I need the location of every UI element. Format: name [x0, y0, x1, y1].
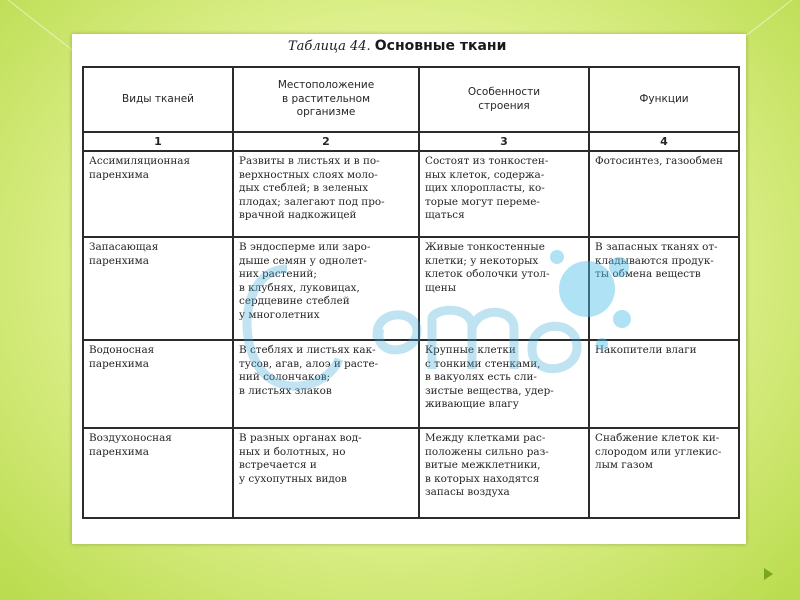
cell-function: Снабжение клеток ки- слородом или углекис- лым газом [589, 428, 739, 518]
column-number: 1 [83, 132, 233, 151]
cell-structure: Состоят из тонкостен- ных клеток, содержа- щих хлоропласты, ко- торые могут переме- щаться [419, 151, 589, 237]
table-number-row [83, 132, 739, 151]
cell-function: Фотосинтез, газообмен [589, 151, 739, 237]
header-tissue-type: Виды тканей [83, 67, 233, 132]
tissues-table [82, 66, 740, 519]
table-row [83, 340, 739, 428]
cell-structure: Живые тонкостенные клетки; у некоторых клеток оболочки утол- щены [419, 237, 589, 340]
cell-structure: Крупные клетки с тонкими стенками, в вакуолях есть сли- зистые вещества, удер- живающие влагу [419, 340, 589, 428]
cell-location: В стеблях и листьях как- тусов, агав, алоэ и расте- ний солончаков; в листьях злаков [233, 340, 419, 428]
cell-location: В эндосперме или заро- дыше семян у однолет- них растений; в клубнях, луковицах, сердцевине стеблей у многолетних [233, 237, 419, 340]
cell-function: Накопители влаги [589, 340, 739, 428]
column-number: 4 [589, 132, 739, 151]
table-header-row [83, 67, 739, 132]
column-number: 3 [419, 132, 589, 151]
table-caption [288, 38, 506, 54]
header-location: Местоположение в растительном организме [233, 67, 419, 132]
cell-tissue-type: Воздухоносная паренхима [83, 428, 233, 518]
caption-prefix: Таблица 44. [288, 39, 371, 54]
caption-title: Основные ткани [374, 38, 507, 54]
triangle-right-icon[interactable] [764, 568, 773, 580]
cell-function: В запасных тканях от- кладываются продук- ты обмена веществ [589, 237, 739, 340]
cell-location: В разных органах вод- ных и болотных, но встречается и у сухопутных видов [233, 428, 419, 518]
table-row [83, 428, 739, 518]
header-structure: Особенности строения [419, 67, 589, 132]
cell-location: Развиты в листьях и в по- верхностных слоях моло- дых стеблей; в зеленых плодах; залегают под про- врачной надкожицей [233, 151, 419, 237]
slide-image [72, 34, 746, 544]
column-number: 2 [233, 132, 419, 151]
table-row [83, 237, 739, 340]
cell-tissue-type: Ассимиляционная паренхима [83, 151, 233, 237]
header-function: Функции [589, 67, 739, 132]
cell-tissue-type: Водоносная паренхима [83, 340, 233, 428]
cell-tissue-type: Запасающая паренхима [83, 237, 233, 340]
cell-structure: Между клетками рас- положены сильно раз- витые межклетники, в которых находятся запасы воздуха [419, 428, 589, 518]
table-row [83, 151, 739, 237]
